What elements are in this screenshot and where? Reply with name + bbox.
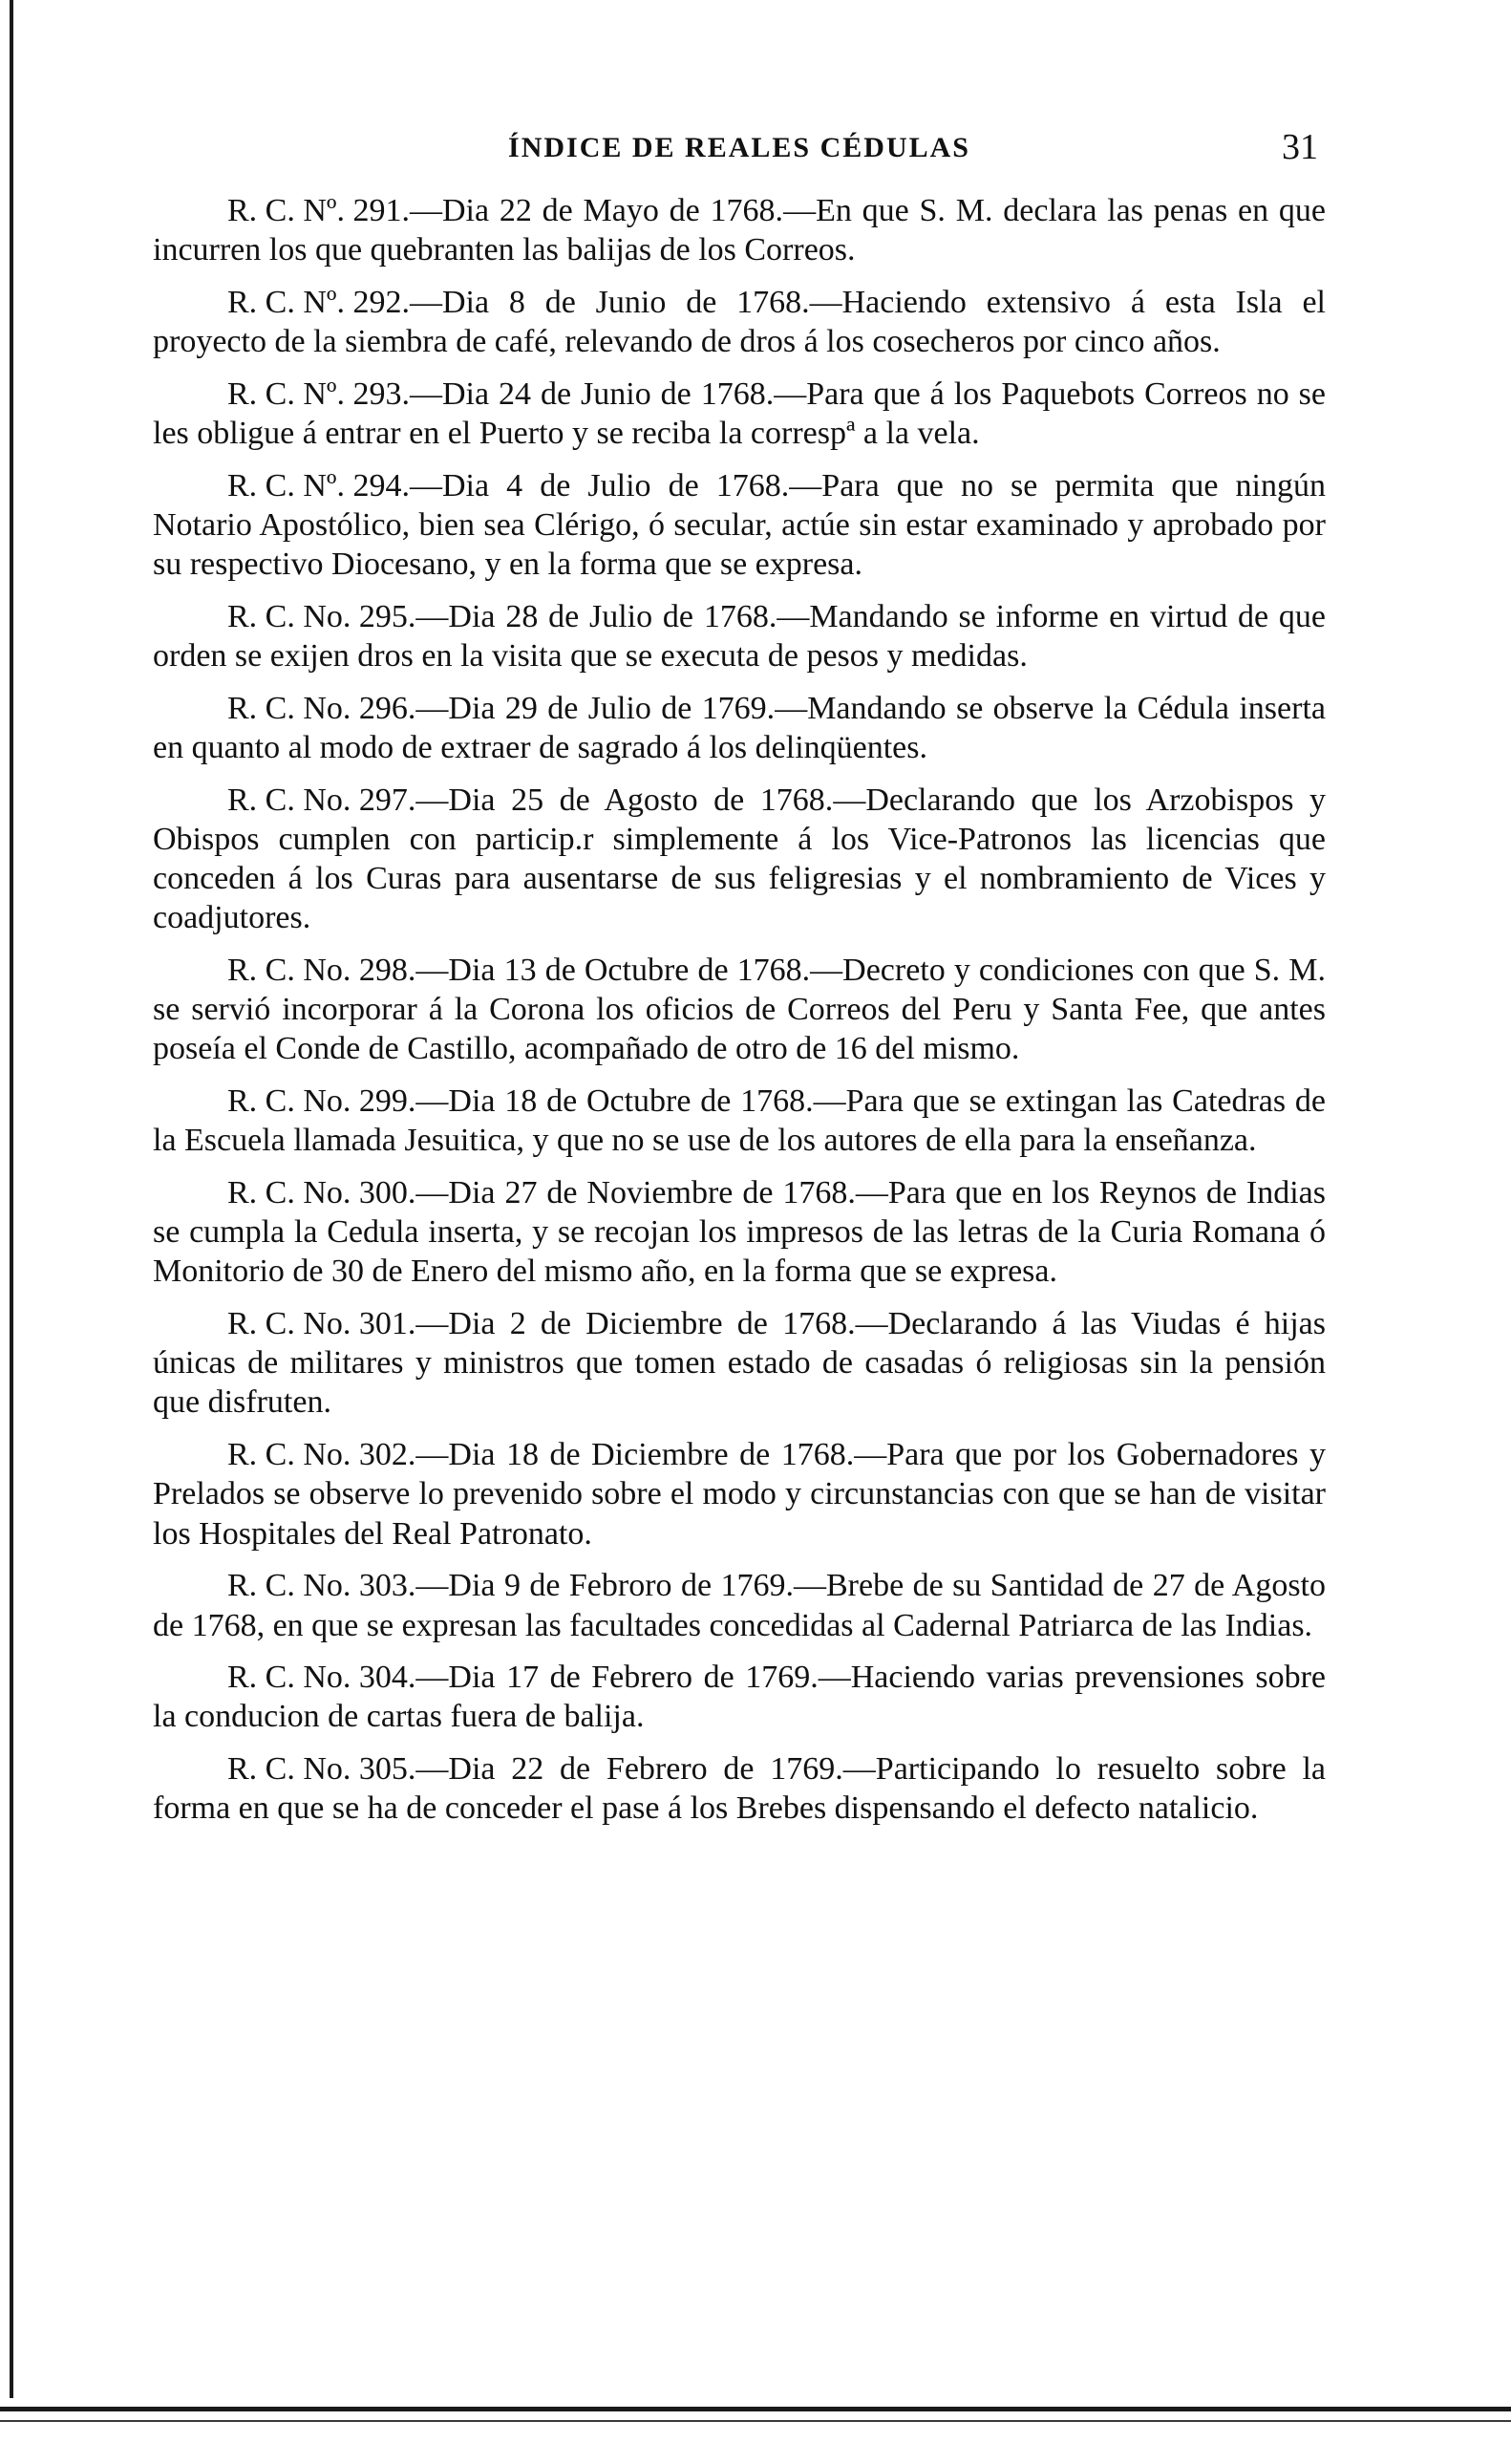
page-number: 31 [1282, 127, 1318, 167]
index-entry [153, 689, 1326, 767]
entry-number: R. C. No. 299. [227, 1083, 416, 1120]
index-entry [153, 1566, 1326, 1644]
entry-date: —Dia 27 de Noviembre de 1768. [415, 1174, 856, 1211]
entry-date: —Dia 24 de Junio de 1768. [409, 375, 775, 412]
entry-text: —Declarando á las Viudas é hijas únicas de militares y ministros que tomen estado de casadas ó religiosas sin la pensión que disfruten. [153, 1306, 1326, 1421]
entry-text: —Para que á los Paquebots Correos no se les obligue á entrar en el Puerto y se reciba la correspª a la vela. [153, 375, 1326, 452]
index-entry [153, 191, 1326, 269]
index-entry [153, 1173, 1326, 1292]
index-entry [153, 1658, 1326, 1736]
entry-text: —Participando lo resuelto sobre la forma en que se ha de conceder el pase á los Brebes dispensando el defecto natalicio. [153, 1751, 1326, 1827]
entry-number: R. C. No. 305. [227, 1751, 416, 1788]
entry-text: —Para que se extingan las Catedras de la Escuela llamada Jesuitica, y que no se use de los autores de ella para la enseñanza. [153, 1083, 1326, 1159]
page-title: ÍNDICE DE REALES CÉDULAS [508, 132, 970, 163]
index-entry [153, 1435, 1326, 1553]
bottom-rule [0, 2407, 1511, 2411]
entry-text: —En que S. M. declara las penas en que incurren los que quebranten las balijas de los Correos. [153, 193, 1326, 268]
index-entry [153, 597, 1326, 675]
entry-date: —Dia 22 de Mayo de 1768. [409, 193, 784, 228]
index-entry [153, 375, 1326, 453]
entry-number: R. C. No. 297. [227, 782, 416, 818]
index-entry [153, 1082, 1326, 1160]
entry-text: —Decreto y condiciones con que S. M. se servió incorporar á la Corona los oficios de Correos del Peru y Santa Fee, que antes poseía el Conde de Castillo, acompañado de otro de 16 del mismo. [153, 952, 1326, 1067]
entry-number: R. C. No. 296. [227, 690, 416, 726]
entry-text: —Para que en los Reynos de Indias se cumpla la Cedula inserta, y se recojan los impresos de las letras de la Curia Romana ó Monitorio de 30 de Enero del mismo año, en la forma que se expresa. [153, 1174, 1326, 1290]
entry-date: —Dia 17 de Febrero de 1769. [415, 1660, 819, 1696]
entry-text: —Mandando se observe la Cédula inserta en quanto al modo de extraer de sagrado á los delinqüentes. [153, 690, 1326, 765]
entry-number: R. C. No. 304. [227, 1660, 416, 1696]
entry-text: —Declarando que los Arzobispos y Obispos cumplen con particip.r simplemente á los Vice-Patronos las licencias que conceden á los Curas para ausentarse de sus feligresias y el nombramiento de Vices y coadjutores. [153, 782, 1326, 936]
entry-date: —Dia 29 de Julio de 1769. [415, 690, 776, 726]
entry-number: R. C. No. 303. [227, 1568, 416, 1604]
entry-date: —Dia 25 de Agosto de 1768. [415, 782, 834, 818]
left-margin-rule [10, 0, 13, 2398]
entry-number: R. C. No. 301. [227, 1306, 416, 1342]
running-head [153, 127, 1326, 191]
entry-text: —Para que no se permita que ningún Notario Apostólico, bien sea Clérigo, ó secular, actúe sin estar examinado y aprobado por su respectivo Diocesano, y en la forma que se expresa. [153, 467, 1326, 583]
entry-number: R. C. Nº. 291. [227, 193, 410, 228]
entry-date: —Dia 28 de Julio de 1768. [415, 598, 777, 634]
entry-number: R. C. Nº. 294. [227, 467, 410, 504]
entry-number: R. C. No. 298. [227, 952, 416, 988]
entry-date: —Dia 9 de Febroro de 1769. [415, 1568, 794, 1604]
entry-text: —Haciendo extensivo á esta Isla el proyecto de la siembra de café, relevando de dros á los cosecheros por cinco años. [153, 284, 1326, 360]
entry-text: —Brebe de su Santidad de 27 de Agosto de 1768, en que se expresan las facultades concedidas al Cadernal Patriarca de las Indias. [153, 1568, 1326, 1643]
entry-number: R. C. Nº. 293. [227, 375, 410, 412]
book-page [153, 127, 1326, 1829]
index-entry [153, 781, 1326, 938]
entry-text: —Mandando se informe en virtud de que orden se exijen dros en la visita que se executa de pesos y medidas. [153, 598, 1326, 675]
entry-date: —Dia 4 de Julio de 1768. [409, 467, 790, 504]
entry-date: —Dia 18 de Diciembre de 1768. [415, 1437, 855, 1473]
entry-text: —Para que por los Gobernadores y Prelados se observe lo prevenido sobre el modo y circunstancias con que se han de visitar los Hospitales del Real Patronato. [153, 1437, 1326, 1552]
entry-number: R. C. No. 295. [227, 598, 416, 634]
index-entry [153, 1749, 1326, 1828]
index-entry [153, 1304, 1326, 1423]
entry-date: —Dia 8 de Junio de 1768. [409, 284, 810, 320]
index-entry [153, 466, 1326, 585]
entry-text: —Haciendo varias prevensiones sobre la conducion de cartas fuera de balija. [153, 1660, 1326, 1735]
entry-number: R. C. No. 300. [227, 1174, 416, 1211]
entry-number: R. C. No. 302. [227, 1437, 416, 1473]
entry-date: —Dia 13 de Octubre de 1768. [415, 952, 811, 988]
cedula-index-list [153, 191, 1326, 1829]
entry-date: —Dia 2 de Diciembre de 1768. [415, 1306, 856, 1342]
entry-number: R. C. Nº. 292. [227, 284, 410, 320]
entry-date: —Dia 22 de Febrero de 1769. [415, 1751, 843, 1788]
bottom-rule-thin [0, 2420, 1511, 2422]
entry-date: —Dia 18 de Octubre de 1768. [415, 1083, 814, 1120]
index-entry [153, 283, 1326, 361]
index-entry [153, 951, 1326, 1069]
